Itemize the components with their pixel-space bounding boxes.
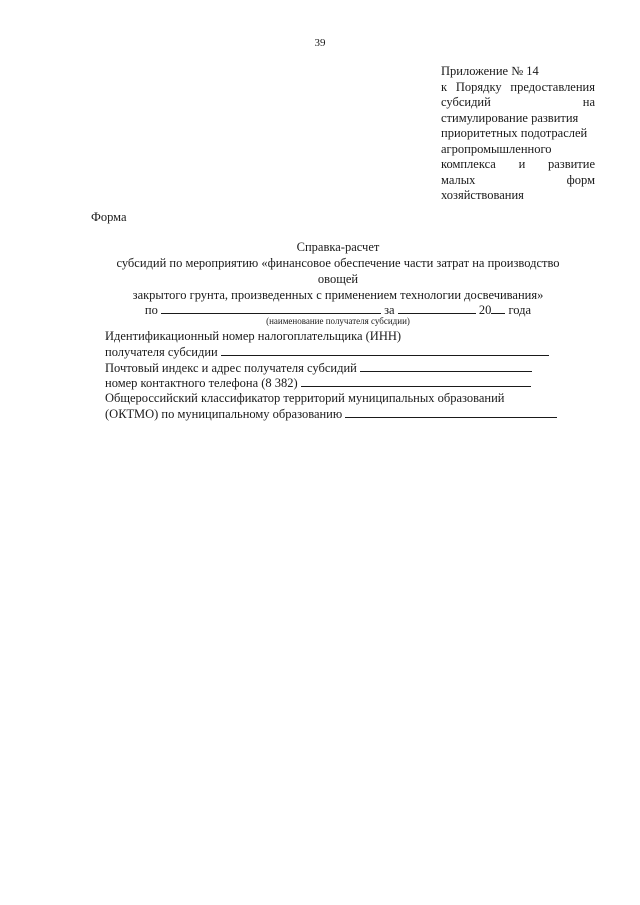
period-blank[interactable]: [398, 302, 476, 314]
page-number: 39: [314, 37, 326, 49]
appendix-word: Порядку: [455, 79, 502, 94]
year-suffix: года: [508, 303, 532, 317]
year-prefix: 20: [478, 303, 492, 317]
po-label: по: [144, 303, 158, 317]
form-label: Форма: [91, 210, 127, 224]
appendix-word: к: [441, 79, 448, 94]
appendix-word: предоставления: [510, 79, 595, 94]
address-blank[interactable]: [360, 360, 532, 372]
recipient-hint: (наименование получателя субсидии): [266, 316, 410, 326]
year-blank[interactable]: [491, 302, 505, 314]
appendix-word: форм: [566, 172, 595, 187]
appendix-line: [441, 173, 595, 189]
document-title: Справка-расчет: [296, 240, 380, 254]
appendix-word: хозяйствования: [441, 188, 524, 202]
inn-label-2: получателя субсидии: [105, 345, 218, 359]
address-label: Почтовый индекс и адрес получателя субсидий: [105, 361, 357, 375]
appendix-word: и: [518, 157, 526, 171]
appendix-header: [441, 64, 595, 204]
oktmo-field-row: [105, 406, 557, 423]
appendix-word: малых: [441, 172, 476, 187]
oktmo-blank[interactable]: [345, 406, 557, 418]
appendix-line: [441, 188, 595, 204]
appendix-word: на: [582, 95, 595, 109]
appendix-line: [441, 64, 595, 80]
phone-blank[interactable]: [301, 375, 531, 387]
subtitle-line-3: закрытого грунта, произведенных с применением технологии досвечивания»: [132, 288, 544, 302]
inn-label: Идентификационный номер налогоплательщика (ИНН): [105, 329, 402, 343]
appendix-word: стимулирование развития: [441, 110, 579, 125]
appendix-line: [441, 80, 595, 96]
appendix-word: Приложение № 14: [441, 64, 539, 78]
oktmo-label-2: (ОКТМО) по муниципальному образованию: [105, 407, 343, 421]
appendix-word: комплекса: [441, 157, 496, 171]
oktmo-label: Общероссийский классификатор территорий муниципальных образований: [105, 391, 505, 405]
appendix-line: [441, 157, 595, 173]
appendix-word: субсидий: [441, 95, 491, 109]
inn-blank[interactable]: [221, 344, 549, 356]
phone-label: номер контактного телефона (8 382): [105, 376, 298, 390]
za-label: за: [384, 303, 395, 317]
inn-field-row: [105, 344, 549, 361]
appendix-word: агропромышленного: [441, 141, 552, 156]
subtitle-line-1: субсидий по мероприятию «финансовое обеспечение части затрат на производство: [116, 256, 560, 270]
appendix-word: приоритетных подотраслей: [441, 126, 588, 140]
appendix-line: [441, 111, 595, 127]
recipient-name-blank[interactable]: [161, 302, 381, 314]
subtitle-line-2: овощей: [317, 272, 359, 286]
appendix-line: [441, 142, 595, 158]
appendix-word: развитие: [547, 157, 595, 171]
phone-field-row: [105, 375, 531, 392]
appendix-line: [441, 126, 595, 142]
appendix-line: [441, 95, 595, 111]
